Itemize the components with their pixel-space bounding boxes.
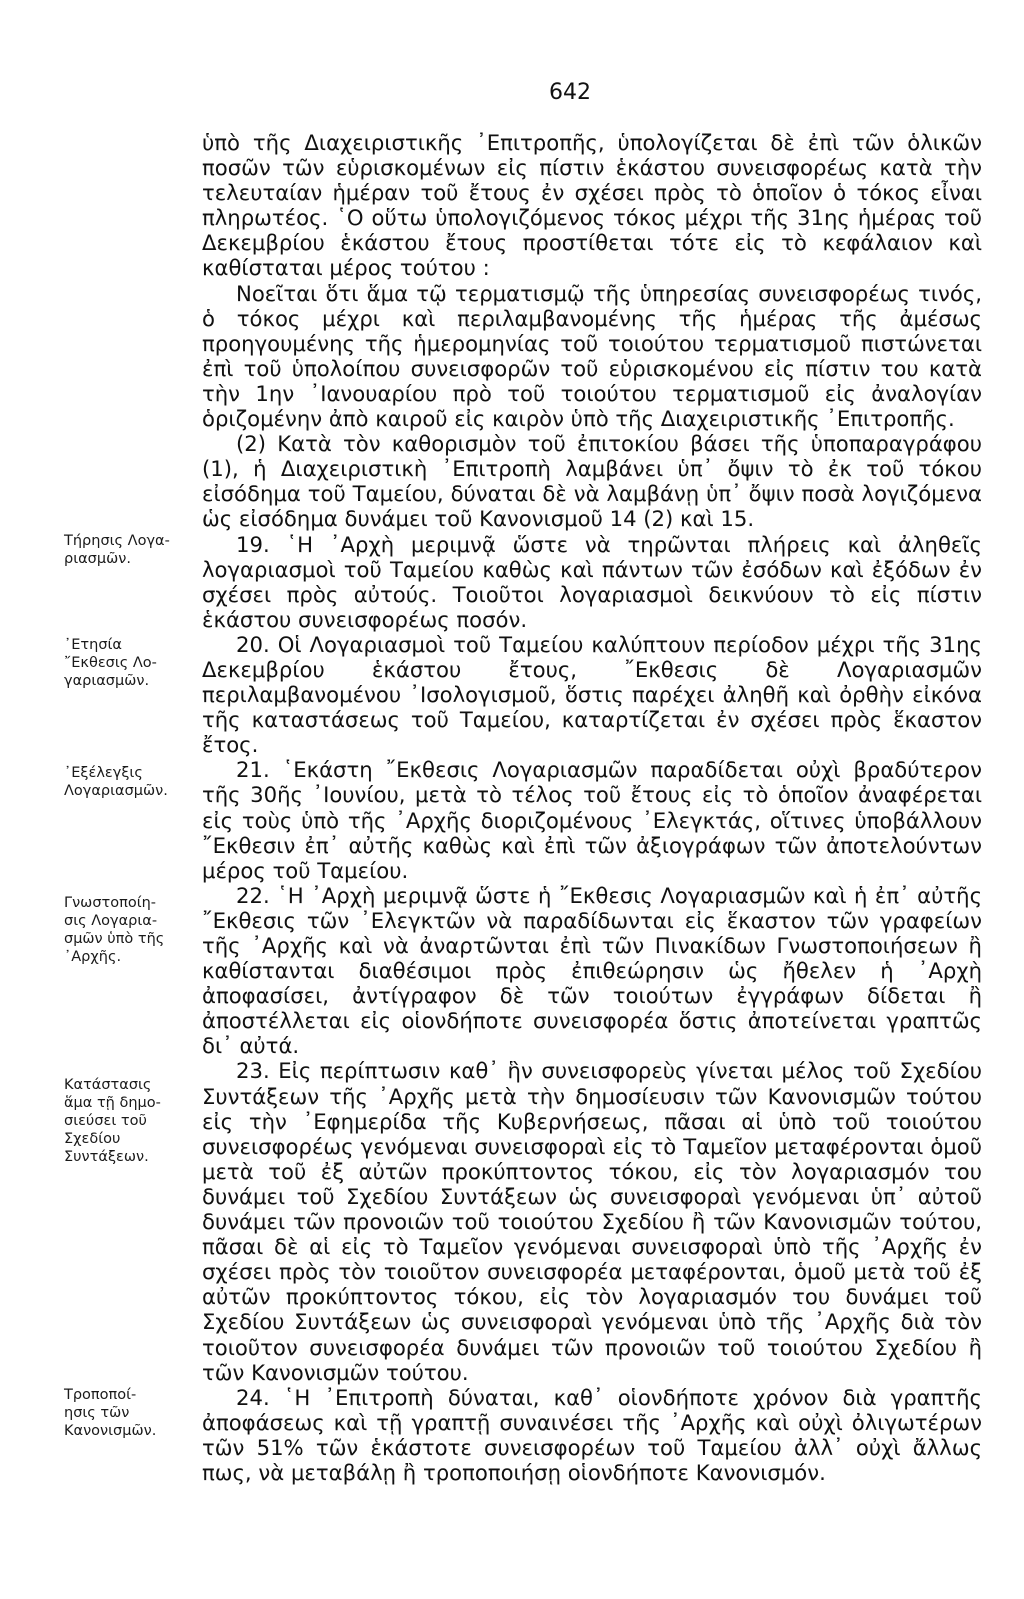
side-note-line: Τροποποί- <box>64 1387 137 1403</box>
side-note-line: Λογαριασμῶν. <box>64 783 168 799</box>
side-note-section-20 <box>64 636 182 690</box>
side-note-line: Σχεδίου <box>64 1131 121 1147</box>
side-note-line: Γνωστοποίη- <box>64 895 157 911</box>
paragraph-section-24: 24. ῾Η ᾿Επιτροπὴ δύναται, καθ᾿ οἱονδήποτε χρόνον διὰ γραπτῆς ἀποφάσεως καὶ τῇ γραπτῇ συναινέσει τῆς ᾿Αρχῆς καὶ οὐχὶ ὀλιγωτέρων τῶν 51% τῶν ἑκάστοτε συνεισφορέων τοῦ Ταμείου ἀλλ᾿ οὐχὶ ἄλλως πως, νὰ μεταβάλῃ ἢ τροποποιήσῃ οἱονδήποτε Κανονισμόν. <box>202 1384 982 1485</box>
page-number: 642 <box>549 80 591 105</box>
side-note-line: ῎Εκθεσις Λο- <box>64 655 157 671</box>
side-note-line: Κατάστασις <box>64 1077 152 1093</box>
side-note-line: σιεύσει τοῦ <box>64 1113 147 1129</box>
paragraph-section-22: 22. ῾Η ᾿Αρχὴ μεριμνᾷ ὥστε ἡ ῎Εκθεσις Λογαριασμῶν καὶ ἡ ἐπ᾿ αὐτῆς ῎Εκθεσις τῶν ᾿Ελεγκτῶν νὰ παραδίδωνται εἰς ἕκαστον τῶν γραφείων τῆς ᾿Αρχῆς καὶ νὰ ἀναρτῶνται ἐπὶ τῶν Πινακίδων Γνωστοποιήσεων ἢ καθίστανται διαθέσιμοι πρὸς ἐπιθεώρησιν ὡς ἤθελεν ἡ ᾿Αρχὴ ἀποφασίσει, ἀντίγραφον δὲ τῶν τοιούτων ἐγγράφων δίδεται ἢ ἀποστέλλεται εἰς οἱονδήποτε συνεισφορέα ὅστις ἀποτείνεται γραπτῶς δι᾿ αὐτά. <box>202 882 982 1059</box>
paragraph-subsection-2: (2) Κατὰ τὸν καθορισμὸν τοῦ ἐπιτοκίου βάσει τῆς ὑποπαραγράφου (1), ἡ Διαχειριστικὴ ᾿Επιτροπὴ λαμβάνει ὑπ᾿ ὄψιν τὸ ἐκ τοῦ τόκου εἰσόδημα τοῦ Ταμείου, δύναται δὲ νὰ λαμβάνῃ ὑπ᾿ ὄψιν ποσὰ λογιζόμενα ὡς εἰσόδημα δυνάμει τοῦ Κανονισμοῦ 14 (2) καὶ 15. <box>202 431 982 532</box>
side-note-section-21 <box>64 764 182 800</box>
side-note-section-24 <box>64 1386 182 1440</box>
side-note-line: σμῶν ὑπὸ τῆς <box>64 931 165 947</box>
side-note-line: ᾿Αρχῆς. <box>64 949 122 965</box>
paragraph-section-19: 19. ῾Η ᾿Αρχὴ μεριμνᾷ ὥστε νὰ τηρῶνται πλήρεις καὶ ἀληθεῖς λογαριασμοὶ τοῦ Ταμείου καθὼς καὶ πάντων τῶν ἐσόδων καὶ ἐξόδων ἐν σχέσει πρὸς αὐτούς. Τοιοῦτοι λογαριασμοὶ δεικνύουν τὸ εἰς πίστιν ἑκάστου συνεισφορέως ποσόν. <box>202 531 982 632</box>
side-note-line: Τήρησις Λογα- <box>64 533 170 549</box>
paragraph-proviso: Νοεῖται ὅτι ἅμα τῷ τερματισμῷ τῆς ὑπηρεσίας συνεισφορέως τινός, ὁ τόκος μέχρι καὶ περιλαμβανομένης τῆς ἡμέρας τῆς ἀμέσως προηγουμένης τῆς ἡμερομηνίας τοῦ τοιούτου τερματισμοῦ πιστώνεται ἐπὶ τοῦ ὑπολοίπου συνεισφορῶν τοῦ εὑρισκομένου εἰς πίστιν του κατὰ τὴν 1ην ᾿Ιανουαρίου πρὸ τοῦ τοιούτου τερματισμοῦ εἰς ἀναλογίαν ὁριζομένην ἀπὸ καιροῦ εἰς καιρὸν ὑπὸ τῆς Διαχειριστικῆς ᾿Επιτροπῆς. <box>202 280 982 432</box>
paragraph-section-20: 20. Οἱ Λογαριασμοὶ τοῦ Ταμείου καλύπτουν περίοδον μέχρι τῆς 31ης Δεκεμβρίου ἑκάστου ἔτους, ῎Εκθεσις δὲ Λογαριασμῶν περιλαμβανομένου ᾿Ισολογισμοῦ, ὅστις παρέχει ἀληθῆ καὶ ὀρθὴν εἰκόνα τῆς καταστάσεως τοῦ Ταμείου, καταρτίζεται ἐν σχέσει πρὸς ἕκαστον ἔτος. <box>202 631 982 758</box>
side-note-line: ᾿Εξέλεγξις <box>64 765 143 781</box>
side-note-section-22 <box>64 894 182 966</box>
side-note-line: γαριασμῶν. <box>64 673 150 689</box>
side-note-line: ᾿Ετησία <box>64 637 122 653</box>
side-note-section-23 <box>64 1076 182 1166</box>
side-note-line: ἅμα τῇ δημο- <box>64 1095 161 1111</box>
paragraph-section-21: 21. ῾Εκάστη ῎Εκθεσις Λογαριασμῶν παραδίδεται οὐχὶ βραδύτερον τῆς 30ῆς ᾿Ιουνίου, μετὰ τὸ τέλος τοῦ ἔτους εἰς τὸ ὁποῖον ἀναφέρεται εἰς τοὺς ὑπὸ τῆς ᾿Αρχῆς διοριζομένους ᾿Ελεγκτάς, οἵτινες ὑποβάλλουν ῎Εκθεσιν ἐπ᾿ αὐτῆς καθὼς καὶ ἐπὶ τῶν ἀξιογράφων τῶν ἀποτελούντων μέρος τοῦ Ταμείου. <box>202 757 982 883</box>
side-note-line: Συντάξεων. <box>64 1149 149 1165</box>
side-note-line: σις Λογαρια- <box>64 913 158 929</box>
paragraph-intro: ὑπὸ τῆς Διαχειριστικῆς ᾿Επιτροπῆς, ὑπολογίζεται δὲ ἐπὶ τῶν ὁλικῶν ποσῶν τῶν εὑρισκομένων εἰς πίστιν ἑκάστου συνεισφορέως κατὰ τὴν τελευταίαν ἡμέραν τοῦ ἔτους ἐν σχέσει πρὸς τὸ ὁποῖον ὁ τόκος εἶναι πληρωτέος. ῾Ο οὕτω ὑπολογιζόμενος τόκος μέχρι τῆς 31ης ἡμέρας τοῦ Δεκεμβρίου ἑκάστου ἔτους προστίθεται τότε εἰς τὸ κεφάλαιον καὶ καθίσταται μέρος τούτου : <box>202 130 982 281</box>
side-note-line: ησις τῶν <box>64 1405 130 1421</box>
main-text <box>202 130 982 1485</box>
side-note-line: ριασμῶν. <box>64 551 131 567</box>
side-note-line: Κανονισμῶν. <box>64 1423 157 1439</box>
side-note-section-19 <box>64 532 182 568</box>
paragraph-section-23: 23. Εἰς περίπτωσιν καθ᾿ ἣν συνεισφορεὺς γίνεται μέλος τοῦ Σχεδίου Συντάξεων τῆς ᾿Αρχῆς μετὰ τὴν δημοσίευσιν τῶν Κανονισμῶν τούτου εἰς τὴν ᾿Εφημερίδα τῆς Κυβερνήσεως, πᾶσαι αἱ ὑπὸ τοῦ τοιούτου συνεισφορέως γενόμεναι συνεισφοραὶ εἰς τὸ Ταμεῖον μεταφέρονται ὁμοῦ μετὰ τοῦ ἐξ αὐτῶν προκύπτοντος τόκου, εἰς τὸν λογαριασμόν του δυνάμει τοῦ Σχεδίου Συντάξεων ὡς συνεισφοραὶ γενόμεναι ὑπ᾿ αὐτοῦ δυνάμει τῶν προνοιῶν τοῦ τοιούτου Σχεδίου ἢ τῶν Κανονισμῶν τούτου, πᾶσαι δὲ αἱ εἰς τὸ Ταμεῖον γενόμεναι συνεισφοραὶ ὑπὸ τῆς ᾿Αρχῆς ἐν σχέσει πρὸς τὸν τοιοῦτον συνεισφορέα μεταφέρονται, ὁμοῦ μετὰ τοῦ ἐξ αὐτῶν προκύπτοντος τόκου, εἰς τὸν λογαριασμόν του δυνάμει τοῦ Σχεδίου Συντάξεων ὡς συνεισφοραὶ γενόμεναι ὑπὸ τῆς ᾿Αρχῆς διὰ τὸν τοιοῦτον συνεισφορέα δυνάμει τῶν προνοιῶν τοῦ τοιούτου Σχεδίου ἢ τῶν Κανονισμῶν τούτου. <box>202 1058 982 1385</box>
